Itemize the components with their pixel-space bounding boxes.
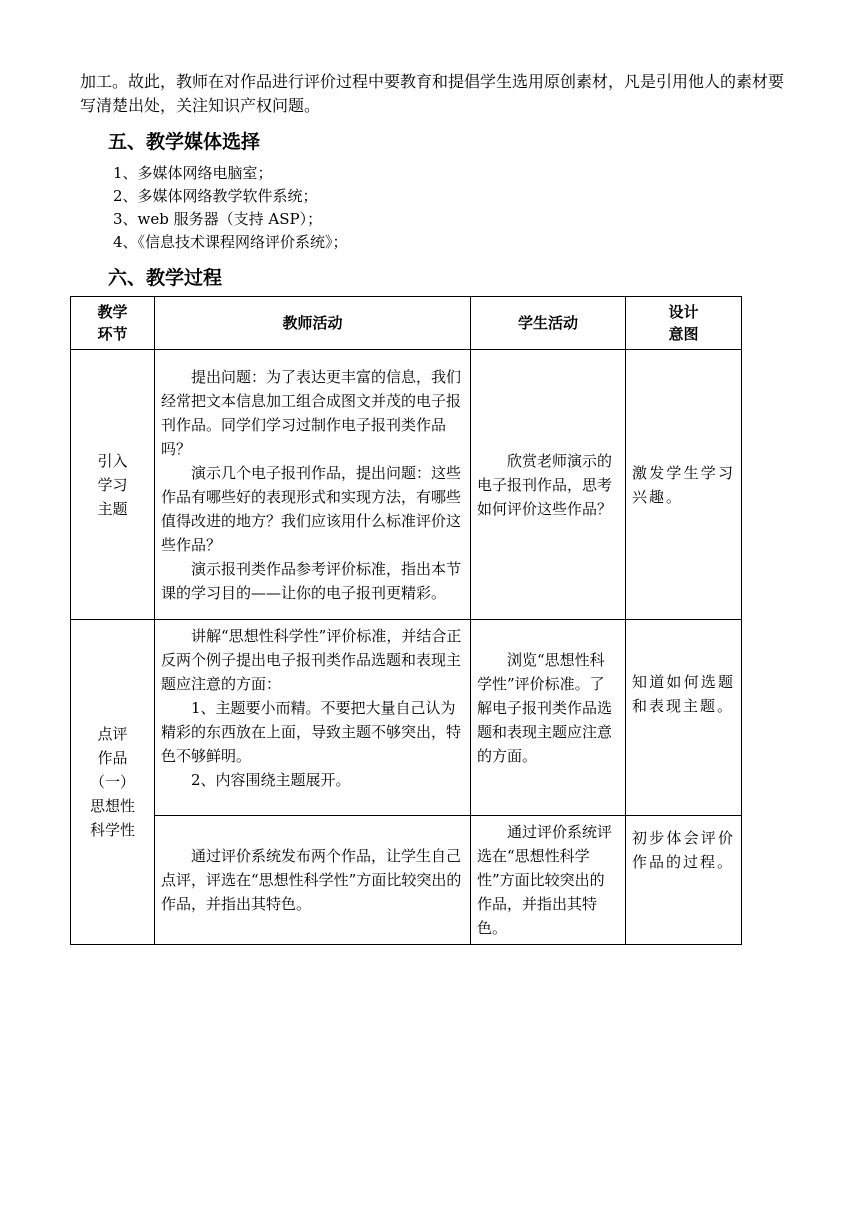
teacher-paragraph: 演示几个电子报刊作品，提出问题：这些作品有哪些好的表现形式和实现方法，有哪些值得改进的地方？我们应该用什么标准评价这些作品？: [161, 463, 462, 554]
media-item-2: 2、多媒体网络教学软件系统；: [113, 187, 318, 205]
stage-cell: 引入 学习 主题: [71, 350, 155, 620]
teacher-paragraph: 1、主题要小而精。不要把大量自己认为精彩的东西放在上面，导致主题不够突出，特色不够鲜明。: [161, 699, 462, 765]
section6-heading: 六、教学过程: [108, 267, 223, 289]
teaching-process-table: [70, 296, 742, 945]
teacher-paragraph: 通过评价系统发布两个作品，让学生自己点评，评选在“思想性科学性”方面比较突出的作品，并指出其特色。: [161, 847, 462, 913]
header-design-intent: 设计 意图: [626, 297, 742, 350]
header-stage: 教学 环节: [71, 297, 155, 350]
media-item-3: 3、web 服务器（支持 ASP）；: [113, 210, 323, 228]
teacher-paragraph: 2、内容围绕主题展开。: [191, 771, 351, 789]
design-intent-cell: 激发学生学习兴趣。: [626, 350, 742, 620]
teacher-paragraph: 演示报刊类作品参考评价标准，指出本节课的学习目的——让你的电子报刊更精彩。: [161, 559, 462, 602]
student-activity-cell: 浏览“思想性科学性”评价标准。了解电子报刊类作品选题和表现主题应注意的方面。: [471, 620, 626, 816]
teacher-paragraph: 讲解“思想性科学性”评价标准，并结合正反两个例子提出电子报刊类作品选题和表现主题应注意的方面：: [161, 627, 462, 693]
teacher-activity-cell: [155, 816, 471, 945]
design-intent-cell: 初步体会评价作品的过程。: [626, 816, 742, 945]
header-student-activity: 学生活动: [471, 297, 626, 350]
teacher-activity-cell: [155, 350, 471, 620]
header-teacher-activity: 教师活动: [155, 297, 471, 350]
media-item-4: 4、《信息技术课程网络评价系统》；: [113, 233, 348, 251]
teacher-activity-cell: [155, 620, 471, 816]
stage-cell: 点评 作品 （一） 思想性 科学性: [71, 620, 155, 945]
intro-paragraph: 加工。故此，教师在对作品进行评价过程中要教育和提倡学生选用原创素材，凡是引用他人的素材要写清楚出处，关注知识产权问题。: [80, 72, 785, 115]
section5-heading: 五、教学媒体选择: [108, 131, 261, 153]
design-intent-cell: 知道如何选题和表现主题。: [626, 620, 742, 816]
student-activity-cell: 欣赏老师演示的电子报刊作品，思考如何评价这些作品？: [471, 350, 626, 620]
student-activity-cell: 通过评价系统评选在“思想性科学性”方面比较突出的作品，并指出其特色。: [471, 816, 626, 945]
media-item-1: 1、多媒体网络电脑室；: [113, 164, 273, 182]
teacher-paragraph: 提出问题：为了表达更丰富的信息，我们经常把文本信息加工组合成图文并茂的电子报刊作品。同学们学习过制作电子报刊类作品吗？: [161, 367, 462, 458]
